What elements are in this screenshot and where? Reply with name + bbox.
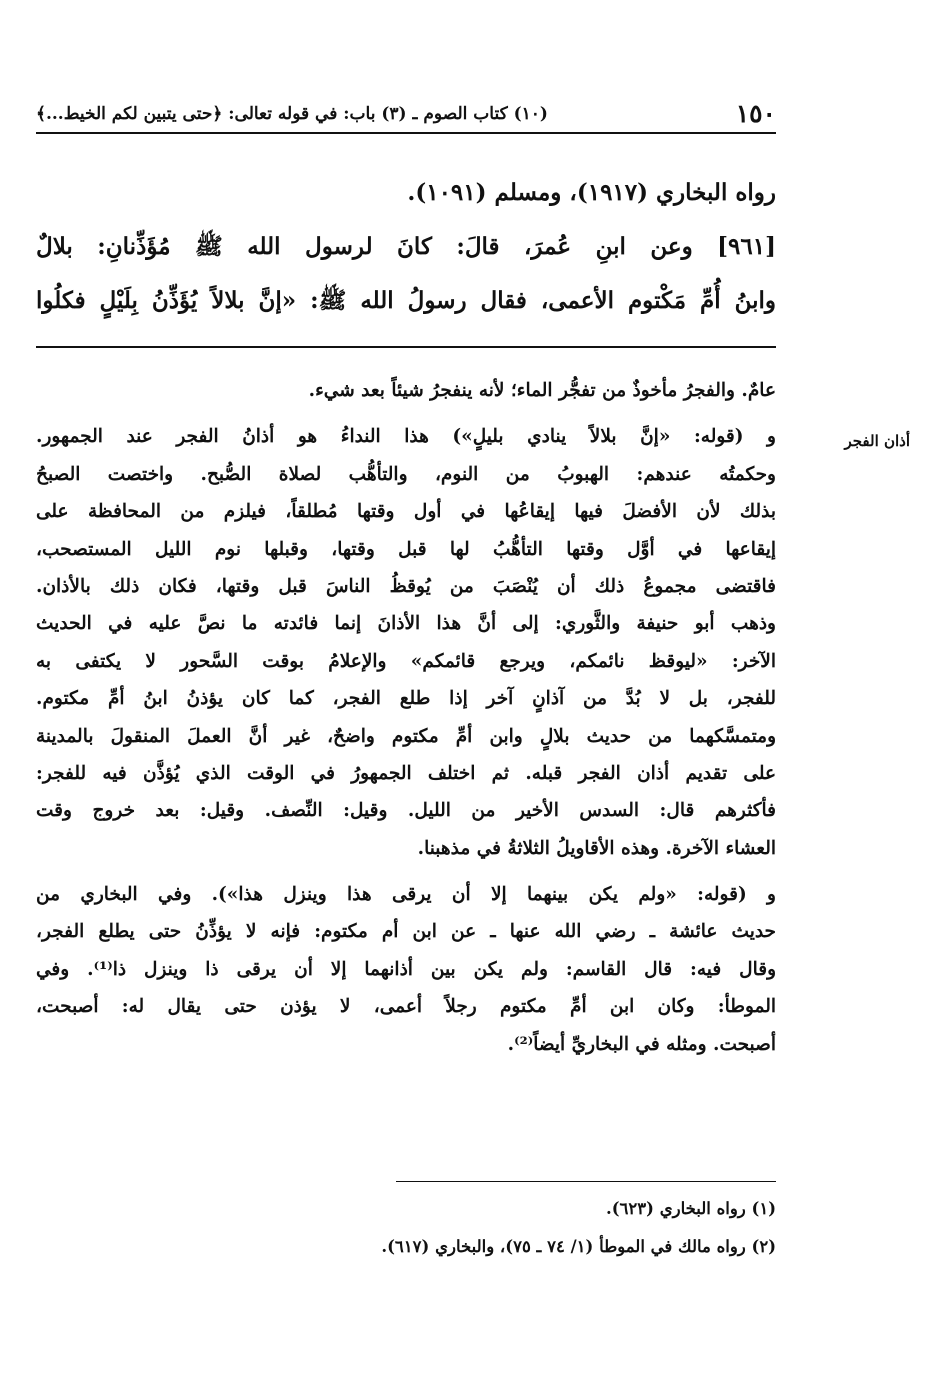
footnote-rule [396, 1181, 776, 1182]
commentary-line: حديث عائشة ـ رضي الله عنها ـ عن ابن أم مكتوم: فإنه لا يؤذِّنُ حتى يطلع الفجر، [36, 921, 776, 943]
commentary-line: الموطأ: وكان ابن أمِّ مكتوم رجلاً أعمى، لا يؤذن حتى يقال له: أصبحت، [36, 996, 776, 1018]
paragraph-gap [36, 409, 776, 418]
commentary-line: وحكمتُه عندهم: الهبوبُ من النوم، والتأهُّب لصلاة الصُّبح. واختصت الصبحُ [36, 463, 776, 485]
commentary-line: على تقديم أذان الفجر قبله. ثم اختلف الجمهورُ في الوقت الذي يُؤذَّن فيه للفجر: [36, 762, 776, 784]
footnote-2: (٢) رواه مالك في الموطأ (١/ ٧٤ ـ ٧٥)، والبخاري (٦١٧). [381, 1237, 776, 1256]
page-number: ١٥٠ [735, 98, 776, 128]
hadith-line: وابنُ أُمِّ مَكْتوم الأعمى، فقال رسولُ الله ﷺ: «إنَّ بلالاً يُؤَذِّنُ بِلَيْلٍ فكلُوا [36, 287, 776, 314]
commentary-line: للفجر، بل لا بُدَّ من آذانٍ آخر إذا طلع الفجر، كما كان يؤذنُ ابنُ أمِّ مكتوم. [36, 688, 776, 710]
hadith-text [36, 166, 776, 328]
hadith-line: رواه البخاري (١٩١٧)، ومسلم (١٠٩١). [407, 179, 776, 206]
header-rule [36, 132, 776, 134]
commentary-line: إيقاعها في أوَّل وقتها التأهُّبُ لها قبل وقتها، وقبلها نوم الليل المستصحب، [36, 538, 776, 560]
footnote-1: (١) رواه البخاري (٦٢٣). [605, 1199, 776, 1218]
commentary-line: فأكثرهم قال: السدس الأخير من الليل. وقيل: النِّصف. وقيل: بعد خروج وقت [36, 800, 776, 822]
commentary-line: ومتمسَّكهما من حديث بلالٍ وابن أمِّ مكتوم واضحٌ، غير أنَّ العملَ المنقولَ بالمدينة [36, 725, 776, 747]
commentary-line: بذلك لأن الأفضلَ فيها إيقاعُها في أول وقتها مُطلقاً، فيلزم من المحافظة على [36, 501, 776, 523]
commentary-line: و (قوله: «ولم يكن بينهما إلا أن يرقى هذا وينزل هذا»). وفي البخاري من [36, 884, 776, 906]
commentary-line: العشاء الآخرة. وهذه الأقاويلُ الثلاثةُ في مذهبنا. [417, 837, 776, 859]
section-divider [36, 346, 776, 348]
commentary-line: عامٌ. والفجرُ مأخوذٌ من تفجُّر الماء؛ لأنه ينفجرُ شيئاً بعد شيء. [308, 380, 776, 401]
paragraph-gap [36, 867, 776, 876]
commentary-line: و (قوله: «إنَّ بلالاً ينادي بليلٍ») هذا النداءُ هو أذانُ الفجر عند الجمهور. [36, 426, 776, 448]
commentary-line: وقال فيه: قال القاسم: ولم يكن بين أذانهما إلا أن يرقى ذا وينزل ذا⁽¹⁾. وفي [36, 958, 776, 980]
commentary-text [36, 372, 776, 1063]
commentary-line: فاقتضى مجموعُ ذلك أن يُنْصَبَ من يُوقظُ الناسَ قبل وقتها، فكان ذلك بالأذان. [36, 575, 776, 597]
footnotes [36, 1190, 776, 1266]
hadith-line: [٩٦١] وعن ابنِ عُمرَ، قالَ: كانَ لرسول الله ﷺ مُؤَذِّنانِ: بلالٌ [36, 233, 776, 260]
commentary-line: أصبحت. ومثله في البخاريِّ أيضاً⁽²⁾. [507, 1033, 776, 1055]
page-header [36, 96, 776, 130]
commentary-line: الآخر: «ليوقظ نائمكم، ويرجع قائمكم» والإعلامُ بوقت السَّحور لا يكتفى به [36, 650, 776, 672]
marginal-note: أذان الفجر [844, 432, 910, 450]
running-head: (١٠) كتاب الصوم ـ (٣) باب: في قوله تعالى: ﴿حتى يتبين لكم الخيط...﴾ [36, 103, 548, 124]
commentary-line: وذهب أبو حنيفة والثَّوري: إلى أنَّ هذا الأذانَ إنما فائدته ما نصَّ عليه في الحديث [36, 613, 776, 635]
